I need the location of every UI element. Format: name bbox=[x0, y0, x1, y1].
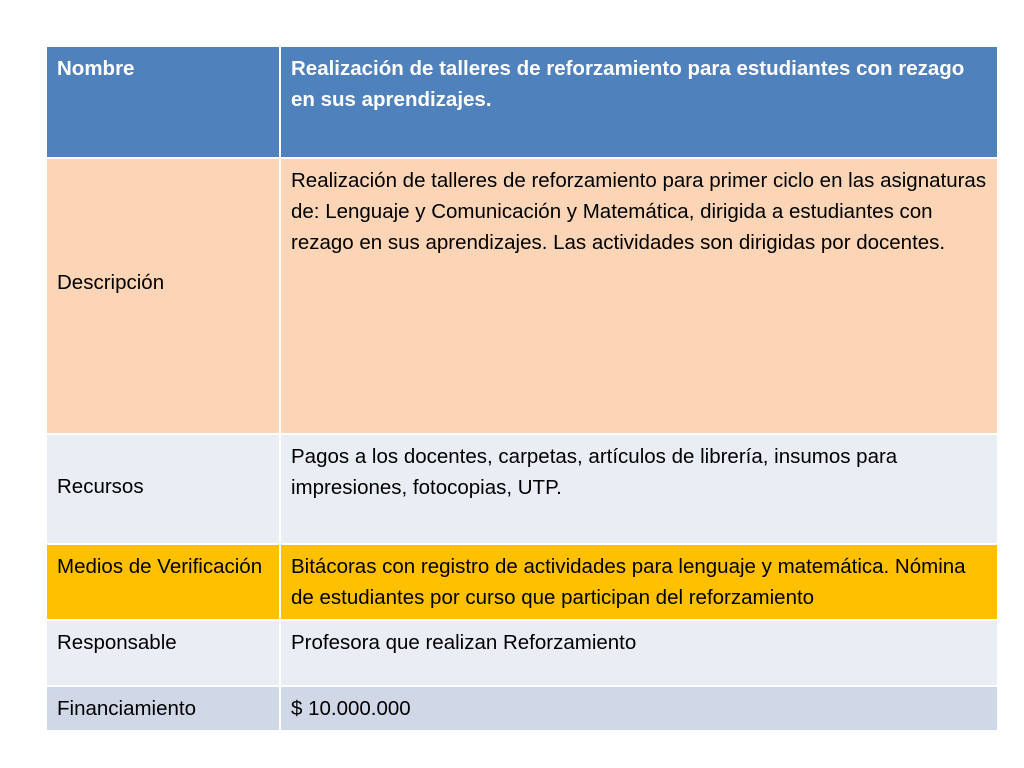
value-financiamiento: $ 10.000.000 bbox=[280, 686, 998, 731]
value-nombre: Realización de talleres de reforzamiento para estudiantes con rezago en sus aprendizajes. bbox=[280, 46, 998, 158]
project-table bbox=[45, 45, 999, 732]
value-descripcion: Realización de talleres de reforzamiento para primer ciclo en las asignaturas de: Lenguaje y Comunicación y Matemática, dirigida a estudiantes con rezago en sus aprendizajes. Las actividades son dirigidas por docentes. bbox=[280, 158, 998, 434]
label-financiamiento: Financiamiento bbox=[46, 686, 280, 731]
label-recursos: Recursos bbox=[46, 434, 280, 544]
value-medios-verificacion: Bitácoras con registro de actividades para lenguaje y matemática. Nómina de estudiantes por curso que participan del reforzamiento bbox=[280, 544, 998, 620]
label-responsable: Responsable bbox=[46, 620, 280, 686]
row-recursos bbox=[46, 434, 998, 544]
label-descripcion: Descripción bbox=[46, 158, 280, 434]
row-financiamiento bbox=[46, 686, 998, 731]
row-nombre bbox=[46, 46, 998, 158]
row-medios-verificacion bbox=[46, 544, 998, 620]
row-descripcion bbox=[46, 158, 998, 434]
label-medios-verificacion: Medios de Verificación bbox=[46, 544, 280, 620]
label-nombre: Nombre bbox=[46, 46, 280, 158]
value-recursos: Pagos a los docentes, carpetas, artículos de librería, insumos para impresiones, fotocopias, UTP. bbox=[280, 434, 998, 544]
value-responsable: Profesora que realizan Reforzamiento bbox=[280, 620, 998, 686]
row-responsable bbox=[46, 620, 998, 686]
